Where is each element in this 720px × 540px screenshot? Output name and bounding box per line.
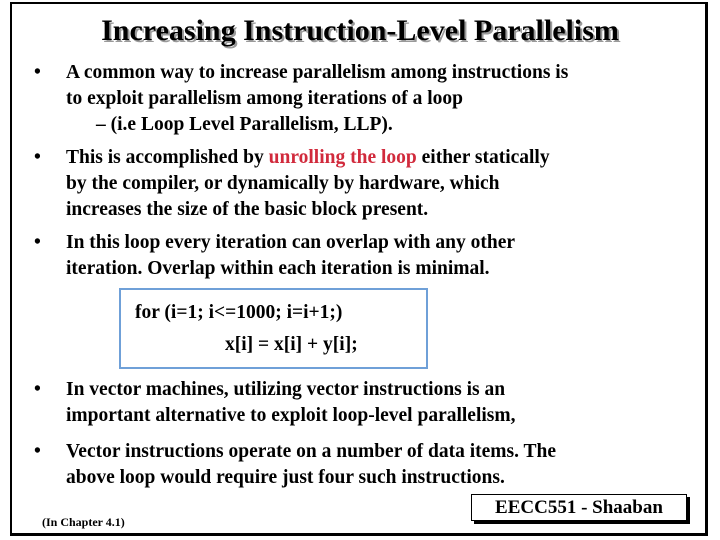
bullet-3-line-2: iteration. Overlap within each iteration is minimal. <box>66 258 490 279</box>
bullet-2-pre: This is accomplished by <box>66 147 269 168</box>
bullet-4-line-2: important alternative to exploit loop-level parallelism, <box>66 405 516 426</box>
bullet-3-line-1: In this loop every iteration can overlap with any other <box>66 232 516 253</box>
bullet-marker: • <box>34 147 41 168</box>
slide-title: Increasing Instruction-Level Parallelism <box>101 14 619 47</box>
code-line-2: x[i] = x[i] + y[i]; <box>225 334 358 355</box>
highlight-unrolling: unrolling the loop <box>268 147 417 168</box>
bullet-1-sub: – (i.e Loop Level Parallelism, LLP). <box>96 114 393 135</box>
bullet-marker: • <box>34 441 41 462</box>
course-badge: EECC551 - Shaaban <box>471 494 687 521</box>
chapter-reference: (In Chapter 4.1) <box>42 515 125 529</box>
code-line-1: for (i=1; i<=1000; i=i+1;) <box>135 302 343 323</box>
bullet-2-post: either statically <box>416 147 550 168</box>
bullet-2-line-1 <box>66 145 706 171</box>
bullet-2-line-3: increases the size of the basic block present. <box>66 199 429 220</box>
bullet-marker: • <box>34 232 41 253</box>
bullet-1-line-2: to exploit parallelism among iterations of a loop <box>66 88 464 109</box>
bullet-marker: • <box>34 379 41 400</box>
bullet-5-line-1: Vector instructions operate on a number of data items. The <box>66 441 557 462</box>
code-box <box>119 288 428 369</box>
bullet-1-line-1: A common way to increase parallelism among instructions is <box>66 62 569 83</box>
bullet-5-line-2: above loop would require just four such instructions. <box>66 467 505 488</box>
bullet-2-line-2: by the compiler, or dynamically by hardware, which <box>66 173 500 194</box>
bullet-4-line-1: In vector machines, utilizing vector instructions is an <box>66 379 506 400</box>
bullet-marker: • <box>34 62 41 83</box>
